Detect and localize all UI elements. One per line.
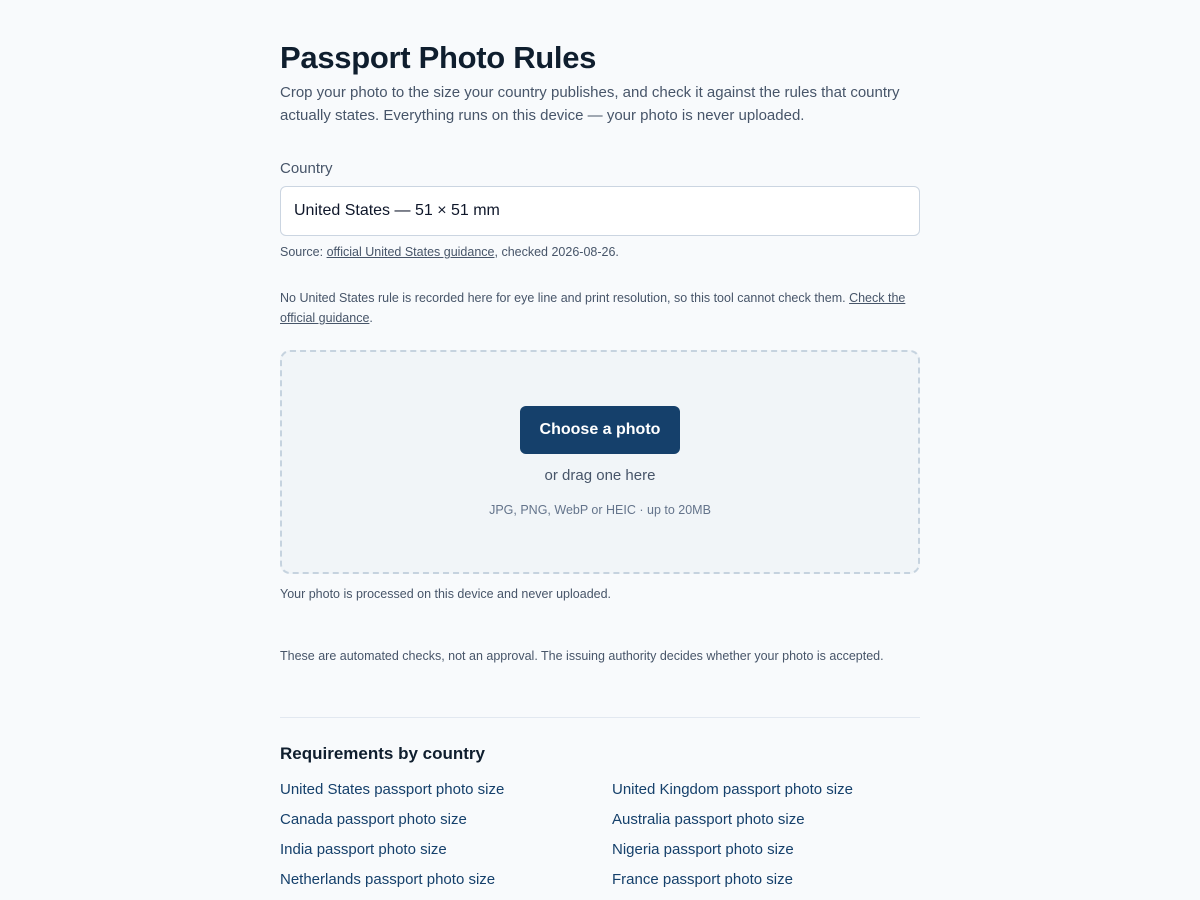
unchecked-rules-note — [280, 288, 920, 328]
source-prefix: Source: — [280, 245, 327, 259]
note-suffix: . — [369, 311, 373, 325]
photo-dropzone[interactable] — [280, 350, 920, 574]
page-title: Passport Photo Rules — [280, 40, 597, 75]
country-link-australia[interactable]: Australia passport photo size — [612, 811, 805, 828]
country-label: Country — [280, 160, 333, 177]
check-official-guidance-link[interactable]: Check the official guidance — [280, 291, 906, 325]
country-links-grid — [280, 780, 920, 890]
country-link-netherlands[interactable]: Netherlands passport photo size — [280, 871, 496, 888]
accepted-formats: JPG, PNG, WebP or HEIC · up to 20MB — [489, 503, 711, 517]
privacy-note: Your photo is processed on this device and never uploaded. — [280, 587, 612, 601]
official-guidance-link[interactable]: official United States guidance — [326, 245, 495, 259]
disclaimer: These are automated checks, not an approval. The issuing authority decides whether your photo is accepted. — [280, 649, 884, 663]
country-link-nigeria[interactable]: Nigeria passport photo size — [612, 841, 794, 858]
country-link-united-states[interactable]: United States passport photo size — [280, 781, 505, 798]
source-checked-date: , checked 2026-08-26. — [494, 245, 619, 259]
country-link-france[interactable]: France passport photo size — [612, 871, 793, 888]
source-line — [280, 245, 619, 259]
note-text: No United States rule is recorded here for eye line and print resolution, so this tool cannot check them. — [280, 291, 850, 305]
choose-photo-button[interactable]: Choose a photo — [520, 406, 680, 454]
country-link-united-kingdom[interactable]: United Kingdom passport photo size — [612, 781, 853, 798]
country-link-india[interactable]: India passport photo size — [280, 841, 447, 858]
country-selected-value: United States — 51 × 51 mm — [294, 202, 500, 219]
section-divider — [280, 717, 920, 718]
country-link-canada[interactable]: Canada passport photo size — [280, 811, 467, 828]
country-select[interactable] — [280, 186, 920, 236]
drag-hint: or drag one here — [544, 467, 656, 484]
intro-text: Crop your photo to the size your country publishes, and check it against the rules that country actually states. Everything runs on this device — your photo is never uploaded. — [280, 84, 900, 124]
requirements-heading: Requirements by country — [280, 744, 485, 763]
